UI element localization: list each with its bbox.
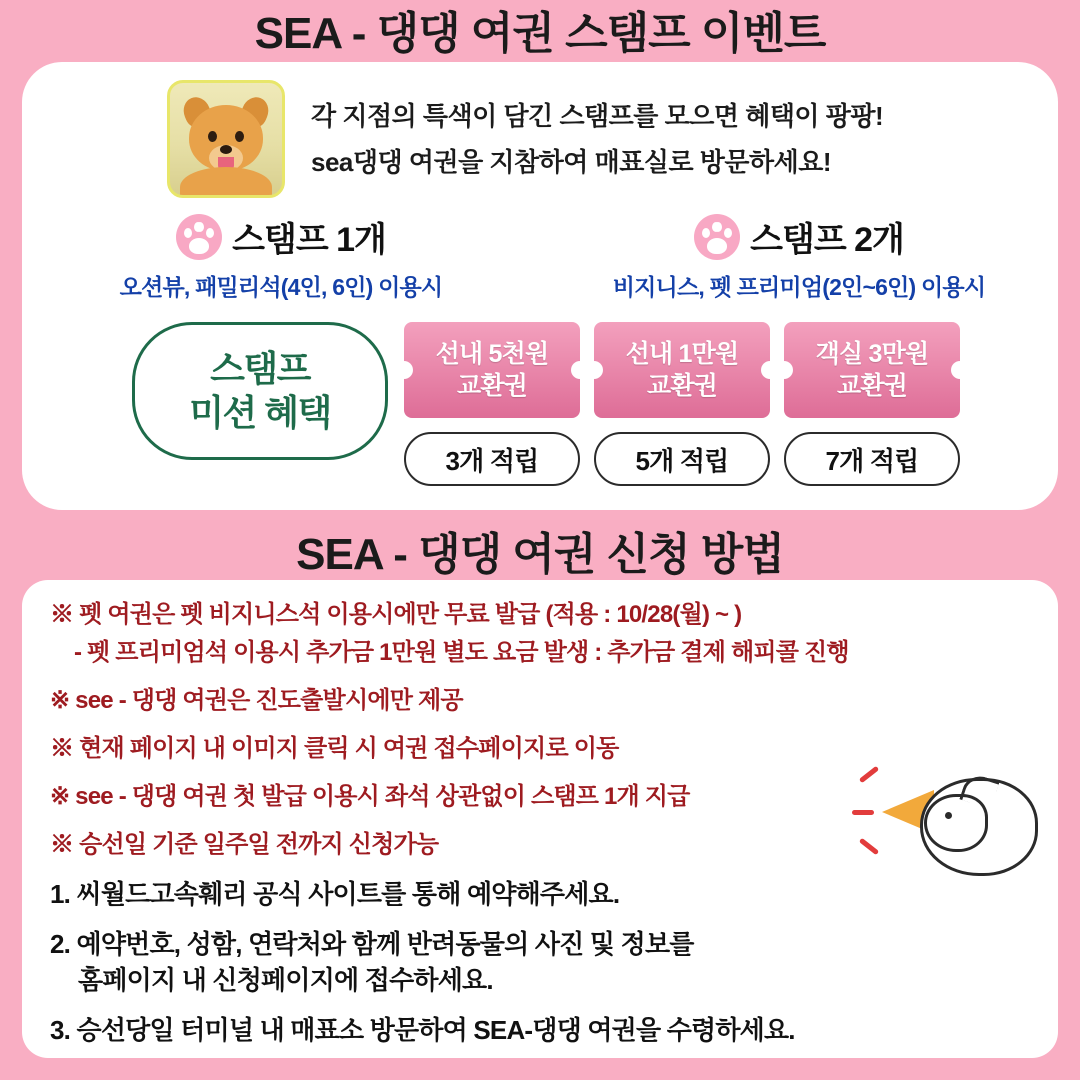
apply-section-title: SEA - 댕댕 여권 신청 방법 [296, 530, 784, 579]
stamp-header-1 [22, 212, 540, 261]
coupon-ticket-line-1: 객실 3만원 [815, 340, 929, 368]
apply-note-subtext: - 펫 프리미엄석 이용시 추가금 1만원 별도 요금 발생 : 추가금 결제 해피콜 진행 [74, 639, 849, 666]
dog-photo-thumbnail[interactable] [167, 80, 285, 198]
apply-note: ※ 현재 페이지 내 이미지 클릭 시 여권 접수페이지로 이동 [50, 735, 619, 762]
coupon-requirement: 7개 적립 [784, 432, 960, 486]
paw-icon [176, 214, 222, 260]
megaphone-dog-icon [864, 748, 1044, 888]
coupon-ticket-line-1: 선내 5천원 [435, 340, 549, 368]
page-title: SEA - 댕댕 여권 스탬프 이벤트 [254, 9, 826, 58]
coupon-ticket [594, 322, 770, 418]
coupon-item [784, 322, 960, 486]
stamp-2-description: 비지니스, 펫 프리미엄(2인~6인) 이용시 [612, 274, 986, 300]
mission-benefit-badge [132, 322, 388, 460]
intro-section [22, 62, 1058, 198]
coupon-ticket [784, 322, 960, 418]
apply-step-line-1: 1. 씨월드고속훼리 공식 사이트를 통해 예약해주세요. [50, 879, 620, 909]
coupon-list [404, 322, 960, 486]
paw-icon [694, 214, 740, 260]
stamp-2-title: 스탬프 2개 [750, 221, 904, 259]
apply-note: ※ see - 댕댕 여권은 진도출발시에만 제공 [50, 687, 463, 714]
apply-step-line-1: 3. 승선당일 터미널 내 매표소 방문하여 SEA-댕댕 여권을 수령하세요. [50, 1015, 795, 1045]
intro-line-2: sea댕댕 여권을 지참하여 매표실로 방문하세요! [311, 147, 832, 177]
mission-line-1: 스탬프 [210, 348, 310, 389]
event-card [22, 62, 1058, 510]
coupon-requirement: 5개 적립 [594, 432, 770, 486]
apply-step-line-2: 홈페이지 내 신청페이지에 접수하세요. [78, 965, 493, 995]
benefits-row [22, 322, 1058, 486]
apply-panel [22, 580, 1058, 1058]
stamp-1-description: 오션뷰, 패밀리석(4인, 6인) 이용시 [119, 274, 443, 300]
apply-note-text: ※ 펫 여권은 펫 비지니스석 이용시에만 무료 발급 (적용 : 10/28(월) ~ ) [50, 601, 742, 628]
apply-step-line-1: 2. 예약번호, 성함, 연락처와 함께 반려동물의 사진 및 정보를 [50, 929, 694, 959]
coupon-ticket-line-2: 교환권 [456, 372, 528, 400]
mission-line-2: 미션 혜택 [189, 392, 331, 433]
apply-note [22, 598, 1058, 670]
stamp-1-title: 스탬프 1개 [232, 221, 386, 259]
stamp-headers [22, 212, 1058, 261]
coupon-ticket-line-2: 교환권 [836, 372, 908, 400]
stamp-descriptions [22, 269, 1058, 302]
apply-step [50, 926, 1032, 998]
stamp-header-2 [540, 212, 1058, 261]
intro-text [311, 93, 883, 185]
apply-note: ※ 승선일 기준 일주일 전까지 신청가능 [50, 831, 439, 858]
coupon-item [594, 322, 770, 486]
intro-line-1: 각 지점의 특색이 담긴 스탬프를 모으면 혜택이 팡팡! [311, 101, 884, 131]
coupon-requirement: 3개 적립 [404, 432, 580, 486]
apply-note: ※ see - 댕댕 여권 첫 발급 이용시 좌석 상관없이 스탬프 1개 지급 [50, 783, 690, 810]
coupon-ticket [404, 322, 580, 418]
apply-steps [22, 876, 1058, 1048]
apply-step [50, 1012, 1032, 1048]
coupon-ticket-line-2: 교환권 [646, 372, 718, 400]
coupon-item [404, 322, 580, 486]
coupon-ticket-line-1: 선내 1만원 [625, 340, 739, 368]
